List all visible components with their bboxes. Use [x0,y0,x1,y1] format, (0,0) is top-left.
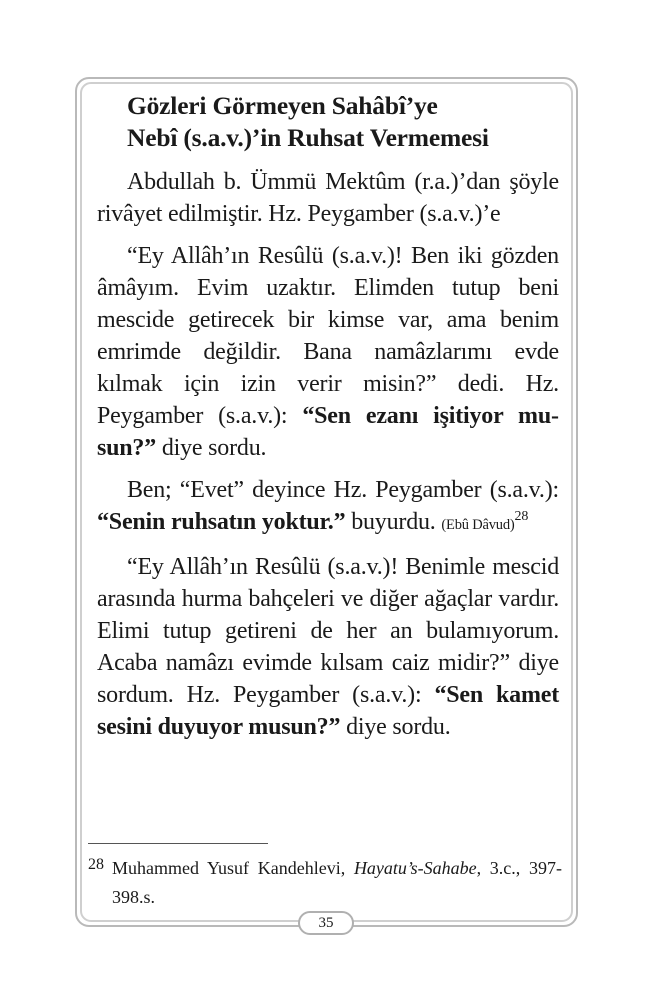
paragraph-3 [97,474,559,541]
footnote-author: Muhammed Yusuf Kandehlevi, [112,858,354,878]
footnote-divider [88,843,268,844]
page-number: 35 [298,911,354,935]
paragraph-4 [97,551,559,743]
paragraph-4-end: diye sordu. [340,714,451,740]
footnote-reference[interactable]: 28 [514,509,529,524]
paragraph-2-quote: “Sen ezanı işitiyor musun?” [97,403,559,461]
footnote-number: 28 [88,856,104,873]
footnote-text [112,854,562,912]
title-line-2: Nebî (s.a.v.)’in Ruhsat Vermemesi [127,123,489,152]
title-line-1: Gözleri Görmeyen Sahâbî’ye [127,91,438,120]
footnote [88,854,562,912]
paragraph-4-text: “Ey Allâh’ın Resûlü (s.a.v.)! Benimle mescid arasında hurma bahçeleri ve diğer ağaçlar vardır. Elimi tutup getireni de her an bulamıyorum. Acaba namâzı evimde kılsam caiz midir?” diye sordum. Hz. Peygamber (s.a.v.): [97,554,559,708]
paragraph-3-quote: “Senin ruhsatın yoktur.” [97,509,346,535]
paragraph-3-end: buyurdu. [345,509,442,535]
citation-source: (Ebû Dâvud) [441,517,515,533]
footnote-pages: , 3.c., 397-398.s. [112,858,563,907]
page-content [97,90,559,753]
section-title [127,90,559,154]
paragraph-1: Abdullah b. Ümmü Mektûm (r.a.)’dan şöyle rivâyet edilmiştir. Hz. Peygamber (s.a.v.)’e [97,169,559,227]
paragraph-2-text: “Ey Allâh’ın Resûlü (s.a.v.)! Ben iki gözden âmâyım. Evim uzaktır. Elimden tutup beni mescide getirecek bir kimse var, ama benim emrimde değildir. Bana namâzlarımı evde kılmak için izin verir misin?” dedi. Hz. Peygamber (s.a.v.): [97,243,559,429]
paragraph-4-quote: “Sen kamet sesini duyuyor musun?” [97,682,559,740]
paragraph-3-text: Ben; “Evet” deyince Hz. Peygamber (s.a.v.): [127,477,559,503]
footnote-book-title: Hayatu’s-Sahabe [353,858,477,878]
paragraph-2 [97,240,559,464]
paragraph-2-end: diye sordu. [156,435,267,461]
